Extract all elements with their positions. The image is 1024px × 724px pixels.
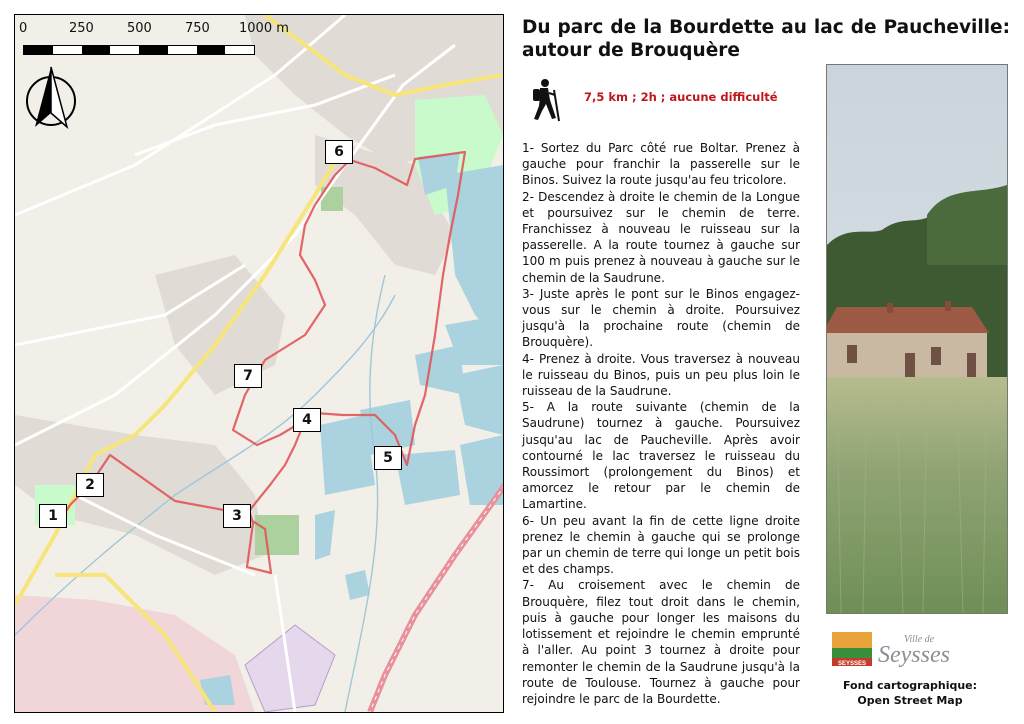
page-title: Du parc de la Bourdette au lac de Paucheville: autour de Brouquère [522,17,1010,61]
map-panel [14,14,504,713]
route-instructions [522,140,800,707]
scale-label-500: 500 [127,21,152,36]
logo-script-text: Ville de [904,634,935,645]
scale-label-750: 750 [185,21,210,36]
marker-3: 3 [223,504,251,528]
north-arrow-icon [27,67,75,127]
step-4: 4- Prenez à droite. Vous traversez à nouveau le ruisseau du Binos, puis un peu plus loin le ruisseau de la Saudrune. [522,351,800,399]
marker-4: 4 [293,408,321,432]
step-5: 5- A la route suivante (chemin de la Saudrune) tournez à gauche. Poursuivez jusqu'au lac de Paucheville. Après avoir contourné le lac traversez le ruisseau du Roussimort (prolongement du Binos) et amorcez le retour par le chemin de Lamartine. [522,400,800,512]
marker-2: 2 [76,473,104,497]
logo-name: Seysses [878,642,950,668]
logo-badge-text: SEYSSES [837,661,867,667]
marker-1: 1 [39,504,67,528]
seysses-logo [832,630,992,670]
route-stats: 7,5 km ; 2h ; aucune difficulté [584,90,778,104]
step-3: 3- Juste après le pont sur le Binos engagez-vous sur le chemin à droite. Poursuivez jusqu'à la prochaine route (chemin de Brouquère). [522,286,800,350]
marker-5: 5 [374,446,402,470]
farmhouse-photo [826,64,1008,614]
credit-line-1: Fond cartographique: [842,679,978,692]
credit-line-2: Open Street Map [857,694,963,707]
scale-label-0: 0 [19,21,28,36]
step-1: 1- Sortez du Parc côté rue Boltar. Prenez à gauche pour franchir la passerelle sur le Binos. Suivez la route jusqu'au feu tricolore. [522,141,800,188]
marker-7: 7 [234,364,262,388]
scale-bar [23,45,255,55]
scale-label-250: 250 [69,21,94,36]
step-6: 6- Un peu avant la fin de cette ligne droite prenez le chemin à gauche qui se prolonge par un chemin de terre qui longe un petit bois et des champs. [522,513,800,577]
marker-6: 6 [325,140,353,164]
step-2: 2- Descendez à droite le chemin de la Longue et poursuivez sur le chemin de terre. Franchissez à nouveau le ruisseau sur la passerelle. A la route tournez à gauche sur 100 m puis prenez à nouveau à gauche sur le chemin de la Saudrune. [522,189,800,285]
step-7: 7- Au croisement avec le chemin de Brouquère, filez tout droit dans le chemin, puis à gauche pour longer les maisons du lotissement et rejoindre le chemin emprunté à l'aller. Au point 3 tournez à droite pour remonter le chemin de la Saudrune jusqu'à la route de Toulouse. Tournez à gauche pour rejoindre le parc de la Bourdette. [522,578,800,706]
hiker-icon [528,78,562,122]
map-credit [820,678,1000,708]
scale-label-1000: 1000 m [239,21,289,36]
